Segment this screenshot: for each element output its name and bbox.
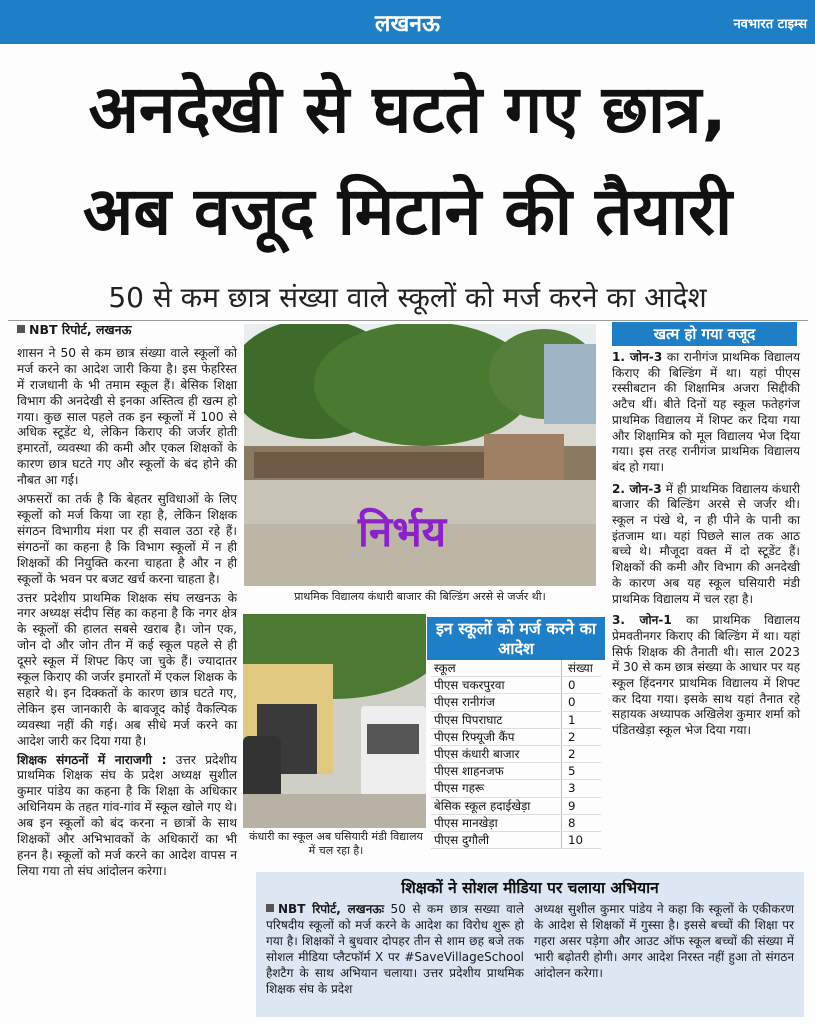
merge-table <box>431 660 601 849</box>
bottom-story-title: शिक्षकों ने सोशल मीडिया पर चलाया अभियान <box>401 879 659 897</box>
school-building-photo <box>244 324 596 586</box>
paragraph: शिक्षक संगठनों में नाराजगी : उत्तर प्रदेशीय प्राथमिक शिक्षक संघ के प्रदेश अध्यक्ष सुशील कुमार पांडेय का कहना है कि शिक्षा के अधिकार अधिनियम के तहत गांव-गांव में स्कूल खोले गए थे। अब इन स्कूलों को बंद करना न छात्रों के साथ शिक्षकों और अभिभावकों के अधिकारों का भी हनन है। स्कूलों को मर्ज करने का आदेश वापस न लिया गया तो संघ आंदोलन करेगा। <box>17 752 237 878</box>
table-row: पीएस पिपराघाट 1 <box>431 712 601 729</box>
section-header-bar <box>0 0 815 44</box>
subhead: शिक्षक संगठनों में नाराजगी : <box>17 752 167 767</box>
sidebar-item: 2. जोन-3 में ही प्राथमिक विद्यालय कंधारी बाजार की बिल्डिंग अरसे से जर्जर थी। स्कूल न पंखे थे, न ही पीने के पानी का इंतजाम था। यहां पिछले साल तक आठ बच्चे थे। मौजूदा वक्त में दो स्टूडेंट हैं। शिक्षकों की कमी और विभाग की अनदेखी के कारण अब यह स्कूल घसियारी मंडी प्राथमिक विद्यालय में चल रहा है। <box>612 481 800 606</box>
subheadline: 50 से कम छात्र संख्या वाले स्कूलों को मर्ज करने का आदेश <box>108 281 707 314</box>
bottom-story-box <box>256 872 804 1017</box>
byline: NBT रिपोर्ट, लखनऊ <box>17 322 237 338</box>
right-sidebar-column <box>612 350 800 742</box>
section-title: लखनऊ <box>374 11 441 37</box>
divider <box>8 320 808 321</box>
table-row: पीएस मानखेड़ा 8 <box>431 815 601 832</box>
sidebar-title: खत्म हो गया वजूद <box>612 322 797 346</box>
paragraph: अफसरों का तर्क है कि बेहतर सुविधाओं के लिए स्कूलों को मर्ज किया जा रहा है, लेकिन शिक्षक संगठन विभागीय मंशा पर ही सवाल उठा रहे हैं। संगठनों का कहना है कि विभाग स्कूलों में न ही शिक्षकों की नियुक्ति करना चाहता है और न ही स्कूलों के भवन पर बजट खर्च करना चाहता है। <box>17 492 237 586</box>
bottom-story-column-2: अध्यक्ष सुशील कुमार पांडेय ने कहा कि स्कूलों के एकीकरण के आदेश से शिक्षकों में गुस्सा है। इससे बच्चों की शिक्षा पर गहरा असर पड़ेगा और आउट ऑफ स्कूल बच्चों की संख्या में भारी बढ़ोतरी होगी। अगर आदेश निरस्त नहीं हुआ तो संगठन आंदोलन करेगा। <box>534 902 794 980</box>
sidebar-item: 3. जोन-1 का प्राथमिक विद्यालय प्रेमवतीनगर किराए की बिल्डिंग में था। यहां सिर्फ शिक्षक की तैनाती थी। साल 2023 में 30 से कम छात्र संख्या के आधार पर यह स्कूल हिंदनगर प्राथमिक विद्यालय में शिफ्ट कर दिया गया। इसके साथ यहां तैनात रहे सहायक अध्यापक अखिलेश कुमार शर्मा को पंडितखेड़ा स्कूल भेज दिया गया। <box>612 613 801 738</box>
photo-caption: कंधारी का स्कूल अब घसियारी मंडी विद्यालय में चल रहा है। <box>249 830 423 857</box>
table-header-row: स्कूल संख्या <box>431 660 601 677</box>
table-row: बेसिक स्कूल हदाईखेड़ा 9 <box>431 798 601 815</box>
table-row: पीएस चकरपुरवा 0 <box>431 677 601 694</box>
sidebar-item: 1. जोन-3 का रानीगंज प्राथमिक विद्यालय किराए की बिल्डिंग में था। यहां पीएस रस्सीबटान की शिक्षामित्र अजरा सिद्दीकी अटैच थीं। बीते दिनों यह स्कूल फतेहगंज प्राथमिक विद्यालय में शिफ्ट कर दिया गया और शिक्षामित्र को मूल विद्यालय भेज दिया गया। इस तरह रानीगंज प्राथमिक विद्यालय बंद हो गया। <box>612 350 800 474</box>
table-title: इन स्कूलों को मर्ज करने का आदेश <box>427 617 605 660</box>
square-bullet-icon <box>266 904 274 912</box>
table-row: पीएस रिफ्यूजी कैंप 2 <box>431 729 601 746</box>
paragraph: शासन ने 50 से कम छात्र संख्या वाले स्कूलों को मर्ज करने का आदेश जारी किया है। इस फेहरिस्त में राजधानी के भी तमाम स्कूल हैं। बेसिक शिक्षा विभाग की अनदेखी से इनका अस्तित्व ही खत्म हो गया। कुछ साल पहले तक इन स्कूलों में 100 से अधिक स्टूडेंट थे, लेकिन किराए की जर्जर होती इमारतों, व्यवस्था की कमी और एकल शिक्षकों के कारण छात्र घटते गए और स्कूलों के बंद होने की नौबत आ गई। <box>17 345 237 488</box>
school-gate-photo <box>243 614 426 828</box>
photo-caption: प्राथमिक विद्यालय कंधारी बाजार की बिल्डिंग अरसे से जर्जर थी। <box>294 590 546 603</box>
table-row: पीएस गहरू 3 <box>431 780 601 797</box>
watermark-text: निर्भय <box>358 507 447 556</box>
headline-line-1: अनदेखी से घटते गए छात्र, <box>88 71 727 148</box>
table-row: पीएस शाहनजफ 5 <box>431 763 601 780</box>
newspaper-name: नवभारत टाइम्स <box>733 17 807 32</box>
bottom-story-column-1: NBT रिपोर्ट, लखनऊः 50 से कम छात्र सख्या वाले परिषदीय स्कूलों को मर्ज करने के आदेश का विरोध शुरू हो गया है। शिक्षकों ने बुधवार दोपहर तीन से शाम छह बजे तक सोशल मीडिया प्लैटफॉर्म X पर #SaveVillageSchool हैशटैग के साथ अभियान चलाया। उत्तर प्रदेशीय प्राथमिक शिक्षक संघ के प्रदेश <box>266 902 525 996</box>
table-row: पीएस दुगौली 10 <box>431 832 601 849</box>
table-row: पीएस रानीगंज 0 <box>431 694 601 711</box>
table-row: पीएस कंधारी बाजार 2 <box>431 746 601 763</box>
left-article-column <box>17 322 237 883</box>
headline-line-2: अब वजूद मिटाने की तैयारी <box>82 173 733 250</box>
paragraph: उत्तर प्रदेशीय प्राथमिक शिक्षक संघ लखनऊ के नगर अध्यक्ष संदीप सिंह का कहना है कि नगर क्षेत्र के स्कूलों की हालत सबसे खराब है। जोन एक, जोन दो और जोन तीन में कई स्कूल पहले से ही दूसरे स्कूल में शिफ्ट किए जा चुके हैं। ज्यादातर स्कूल किराए की जर्जर इमारतों में एकल शिक्षक के सहारे थे। इन दिक्कतों के कारण छात्र घटते गए, लेकिन इस जानकारी के बावजूद कोई वैकल्पिक व्यवस्था नहीं की गई। अब सीधे मर्ज करने का आदेश जारी कर दिया गया है। <box>17 590 237 748</box>
square-bullet-icon <box>17 325 25 333</box>
